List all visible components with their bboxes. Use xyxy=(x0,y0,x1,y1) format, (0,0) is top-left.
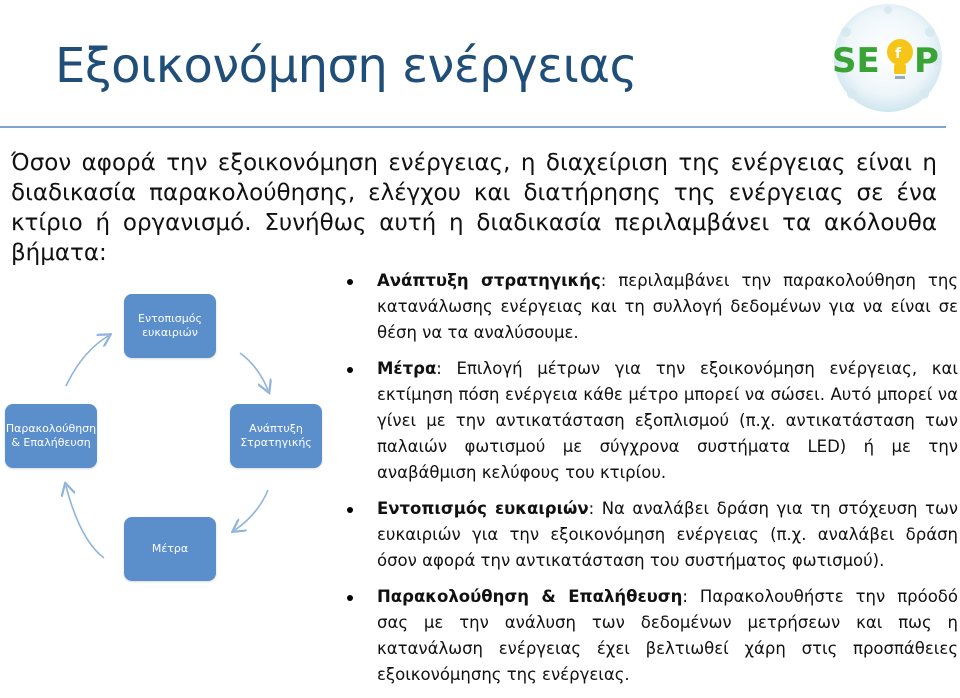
step-text: : Επιλογή μέτρων για την εξοικονόμηση ενέργειας, και εκτίμηση πόση ενέργεια κάθε μέτρο μπορεί να σώσει. Αυτό μπορεί να γίνει με την αντικατάσταση εξοπλισμού (π.χ. αντικατάσταση των παλαιών φωτισμού με σύγχρονα συστήματα LED) ή με την αναβάθμιση κελύφους του κτιρίου. xyxy=(377,359,958,482)
logo-label: SEAP xyxy=(888,108,891,109)
bullet-icon xyxy=(347,367,353,373)
svg-text:f: f xyxy=(895,46,902,62)
cycle-node-opportunities: Εντοπισμός ευκαιριών xyxy=(124,294,216,358)
title-divider xyxy=(0,126,946,128)
cycle-node-strategy: Ανάπτυξη Στρατηγικής xyxy=(230,404,322,468)
list-item xyxy=(344,496,958,574)
step-term: Ανάπτυξη στρατηγικής xyxy=(377,271,601,290)
svg-text:P: P xyxy=(914,41,939,81)
arrow-top-to-right xyxy=(240,353,268,390)
step-term: Εντοπισμός ευκαιριών xyxy=(377,499,589,518)
svg-text:SE: SE xyxy=(832,41,880,81)
bullet-icon xyxy=(347,507,353,513)
intro-paragraph: Όσον αφορά την εξοικονόμηση ενέργειας, η διαχείριση της ενέργειας είναι η διαδικασία παρακολούθησης, ελέγχου και διατήρησης της ενέργειας σε ένα κτίριο ή οργανισμό. Συνήθως αυτή η διαδικασία περιλαμβάνει τα ακόλουθα βήματα: xyxy=(11,150,937,266)
steps-list xyxy=(344,268,958,698)
slide-title: Εξοικονόμηση ενέργειας xyxy=(55,38,638,94)
list-item xyxy=(344,356,958,486)
cycle-node-monitoring: Παρακολούθηση & Επαλήθευση xyxy=(5,404,97,468)
step-term: Μέτρα xyxy=(377,359,437,378)
step-text: : Παρακολουθήστε την πρόοδό σας με την ανάλυση των δεδομένων μετρήσεων και πως η κατανάλωση ενέργειας έχει βελτιωθεί χάρη στις προσπάθειες εξοικονόμησης της ενέργειας. xyxy=(377,587,958,684)
step-text: : Να αναλάβει δράση για τη στόχευση των ευκαιριών για την εξοικονόμηση ενέργειας (π.χ. αναλάβει δράση όσον αφορά την αντικατάσταση του συστήματος φωτισμού). xyxy=(377,499,959,570)
cycle-node-measures: Μέτρα xyxy=(124,517,216,581)
arrow-left-to-top xyxy=(66,336,108,386)
bullet-icon xyxy=(347,279,353,285)
list-item xyxy=(344,268,958,346)
step-term: Παρακολούθηση & Επαλήθευση xyxy=(377,587,683,606)
process-cycle-diagram xyxy=(0,268,340,598)
seap-logo xyxy=(826,2,950,120)
bullet-icon xyxy=(347,595,353,601)
arrow-bottom-to-left xyxy=(66,486,104,558)
arrow-right-to-bottom xyxy=(235,490,268,530)
list-item xyxy=(344,584,958,688)
step-text: : περιλαμβάνει την παρακολούθηση της κατανάλωσης ενέργειας και τη συλλογή δεδομένων για να είναι σε θέση να τα αναλύσουμε. xyxy=(377,271,959,342)
